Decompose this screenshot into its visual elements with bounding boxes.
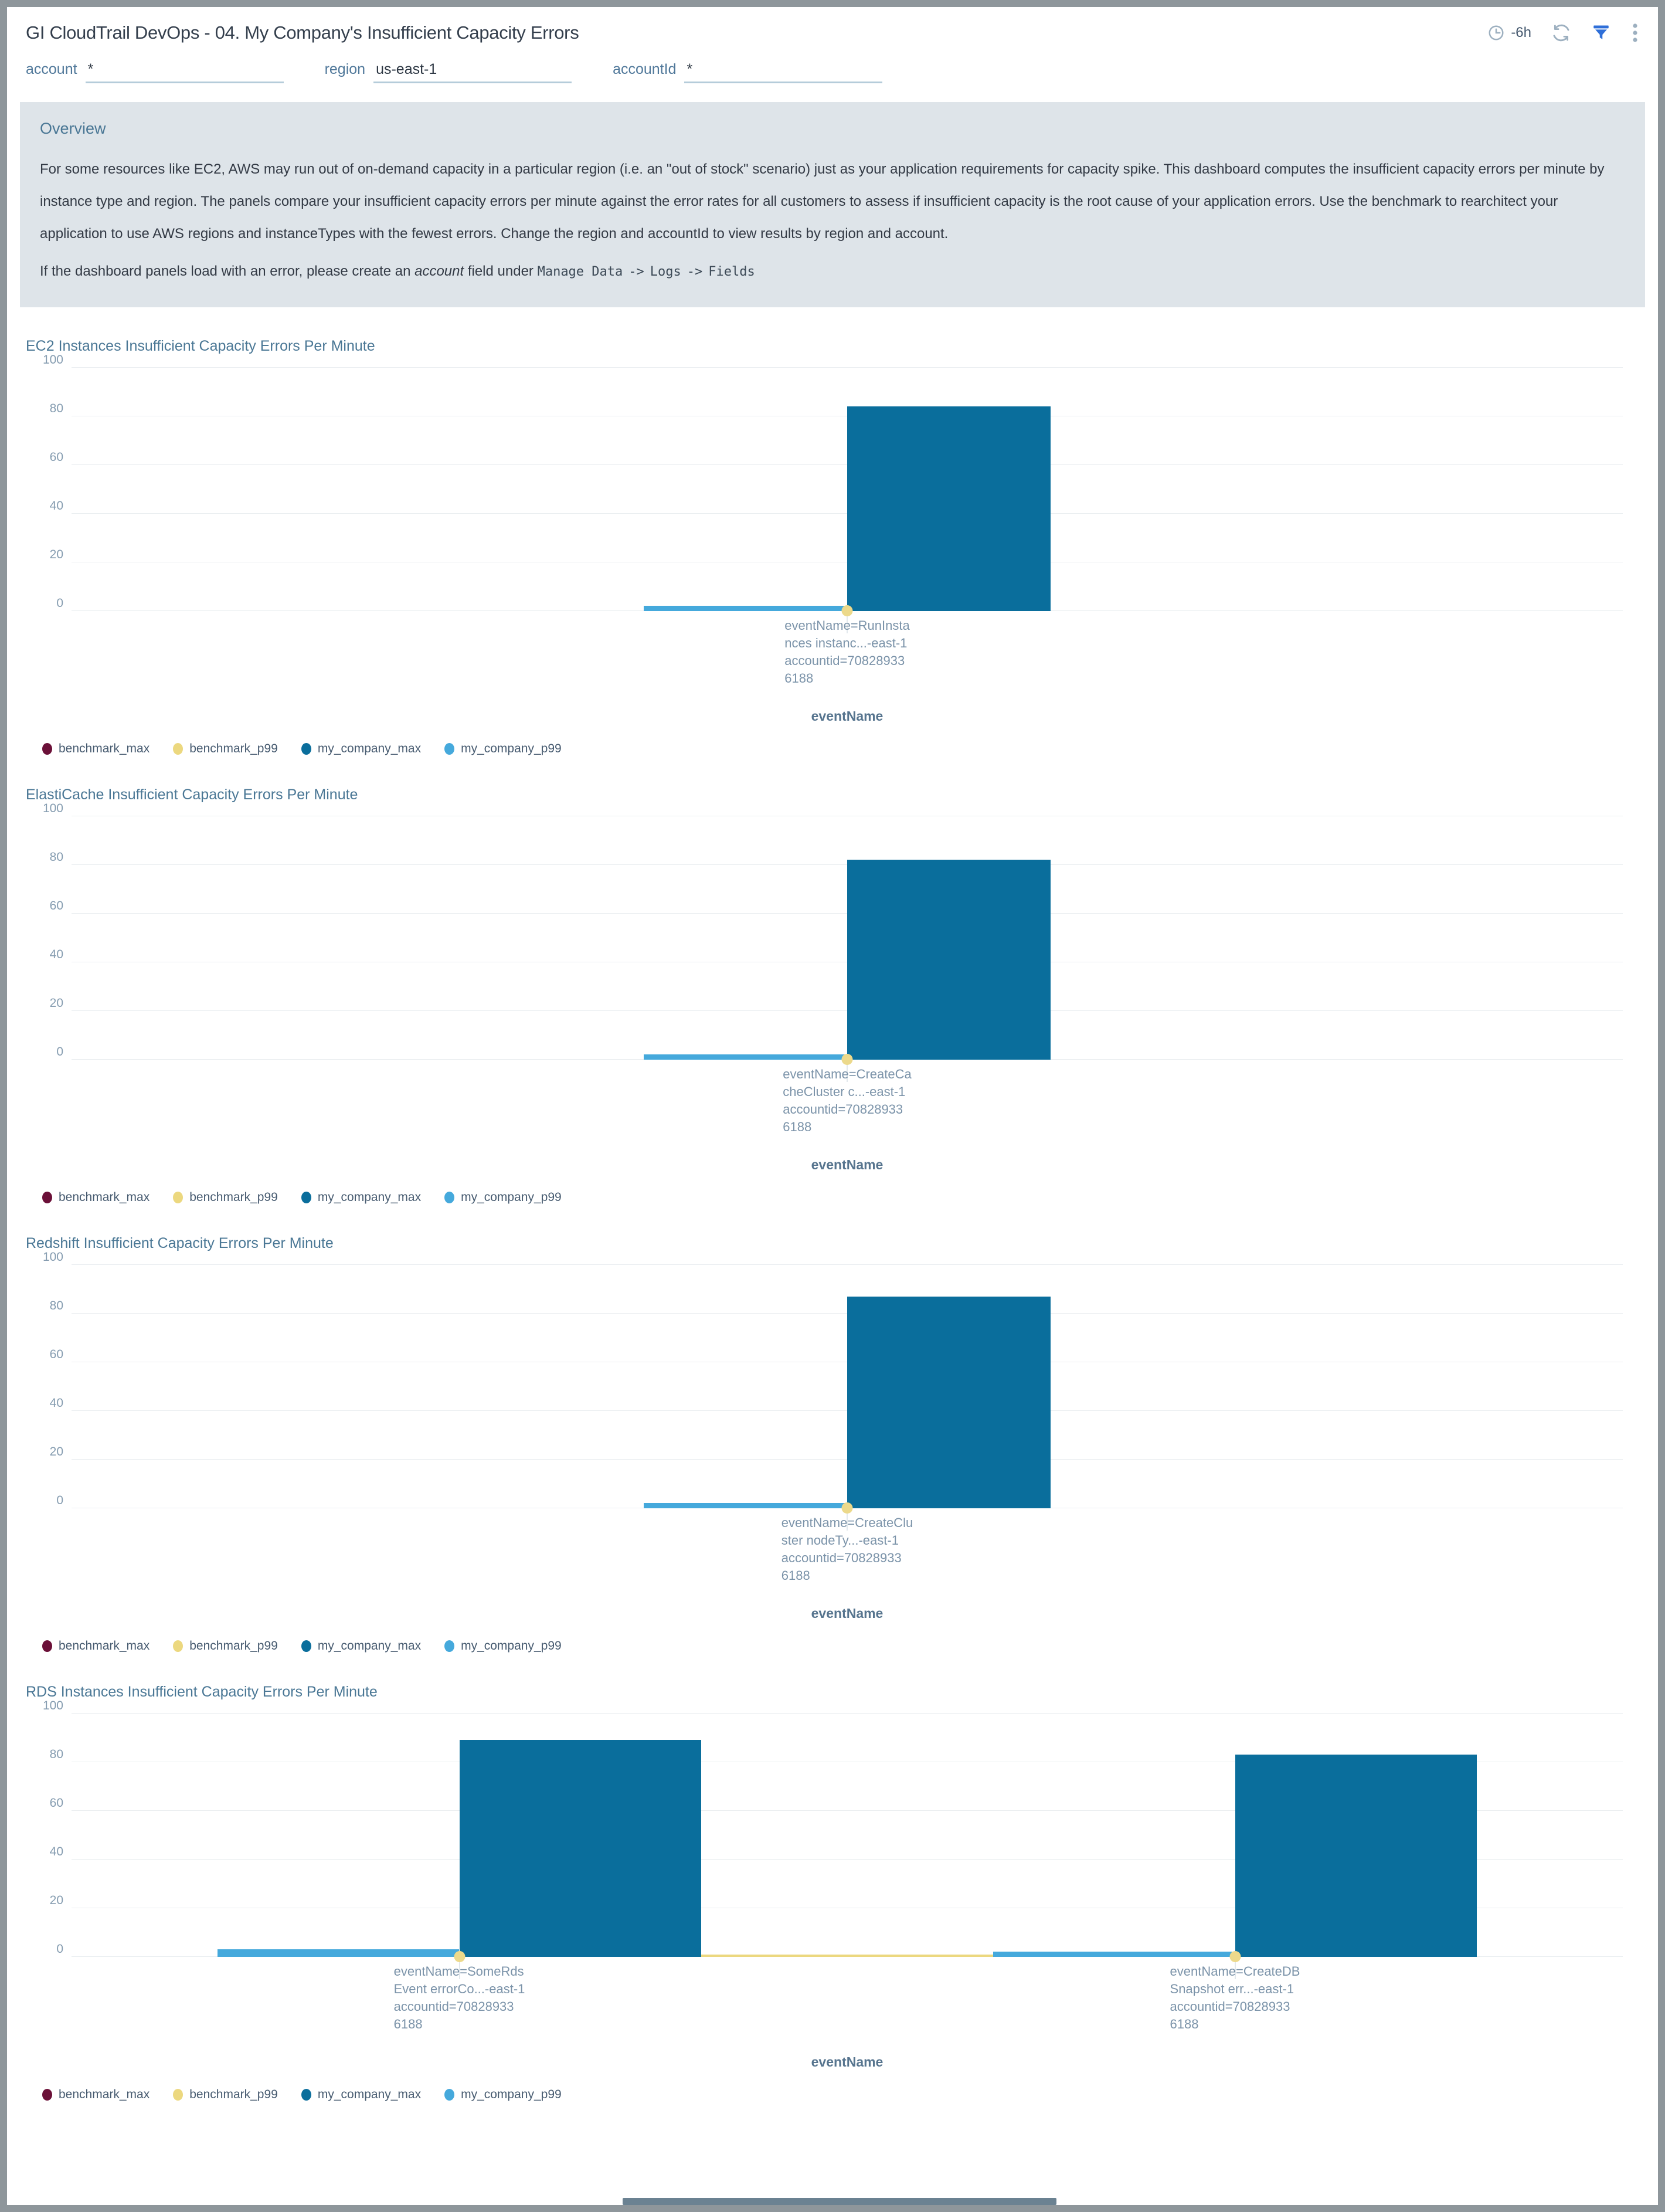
chart-panel — [26, 338, 1639, 756]
x-axis-labels — [72, 617, 1623, 705]
x-axis-category-label-line: 6188 — [781, 1568, 810, 1583]
legend-item-my_company_max[interactable] — [301, 2088, 421, 2102]
y-axis-tick-label: 40 — [49, 1396, 63, 1410]
chart-panel-title: ElastiCache Insufficient Capacity Errors Per Minute — [26, 786, 358, 803]
bar-my_company_p99[interactable] — [993, 1952, 1235, 1956]
x-axis-category-label-line: nces instanc...-east-1 — [784, 635, 908, 650]
legend-color-dot — [42, 1640, 52, 1652]
chart-panels-container — [7, 338, 1658, 2102]
legend-label: my_company_max — [317, 1190, 422, 1204]
bar-my_company_max[interactable] — [460, 1740, 702, 1956]
x-axis-category-label-line: eventName=CreateCa — [783, 1066, 912, 1081]
benchmark_p99-point-marker[interactable] — [1229, 1951, 1241, 1962]
legend-item-benchmark_p99[interactable] — [173, 2088, 278, 2102]
legend-label: my_company_p99 — [461, 741, 562, 755]
region-variable-input[interactable] — [373, 60, 572, 83]
legend-item-benchmark_max[interactable] — [42, 2088, 149, 2102]
benchmark_p99-point-marker[interactable] — [454, 1951, 465, 1962]
note-step-logs: Logs — [650, 264, 681, 279]
accountid-variable-label: accountId — [613, 61, 677, 77]
x-axis-category-label-line: accountid=70828933 — [1170, 1999, 1290, 2014]
y-axis-tick-label: 100 — [42, 1698, 63, 1712]
y-axis-tick-label: 100 — [42, 801, 63, 815]
legend-color-dot — [173, 743, 183, 755]
y-axis-tick-label: 80 — [49, 1747, 63, 1761]
y-axis-tick-label: 0 — [56, 1942, 63, 1956]
page-title: GI CloudTrail DevOps - 04. My Company's Insufficient Capacity Errors — [26, 22, 579, 43]
variable-account — [26, 60, 284, 83]
note-prefix: If the dashboard panels load with an error, please create an — [40, 263, 415, 279]
x-axis-category-label-line: ster nodeTy...-east-1 — [781, 1532, 899, 1548]
x-axis-category-label — [781, 1514, 913, 1585]
legend-item-my_company_p99[interactable] — [444, 1639, 562, 1653]
x-axis-title: eventName — [811, 2054, 884, 2069]
bar-my_company_p99[interactable] — [644, 606, 847, 610]
note-step-manage-data: Manage Data — [537, 264, 623, 279]
chart-plot-area — [42, 1698, 1623, 1957]
y-axis-tick-label: 0 — [56, 596, 63, 610]
y-axis-tick-label: 60 — [49, 450, 63, 464]
legend-color-dot — [173, 1192, 183, 1203]
header-actions — [1487, 22, 1639, 43]
bar-my_company_p99[interactable] — [644, 1503, 847, 1508]
clock-icon — [1487, 24, 1505, 42]
legend-item-my_company_p99[interactable] — [444, 1190, 562, 1205]
chart-plot-area — [42, 1250, 1623, 1508]
x-axis-category-label-line: eventName=CreateClu — [781, 1515, 913, 1530]
legend-label: my_company_p99 — [461, 1190, 562, 1204]
dashboard-header — [7, 7, 1658, 54]
bar-my_company_max[interactable] — [847, 860, 1051, 1059]
x-axis-category-label-line: Snapshot err...-east-1 — [1170, 1981, 1294, 1996]
legend-label: benchmark_max — [59, 1190, 150, 1204]
bar-my_company_max[interactable] — [1235, 1755, 1477, 1956]
x-axis-category-label-line: eventName=SomeRds — [393, 1963, 524, 1979]
legend-item-benchmark_max[interactable] — [42, 742, 149, 756]
region-variable-label: region — [324, 61, 366, 77]
legend-label: my_company_max — [317, 1638, 422, 1653]
legend-color-dot — [444, 2089, 454, 2101]
legend-color-dot — [301, 1640, 311, 1652]
variable-accountid — [613, 60, 882, 83]
y-axis-tick-label: 20 — [49, 1444, 63, 1458]
legend-color-dot — [444, 1640, 454, 1652]
x-axis-labels — [72, 1066, 1623, 1154]
legend-item-my_company_p99[interactable] — [444, 2088, 562, 2102]
chart-panel-title: Redshift Insufficient Capacity Errors Per Minute — [26, 1234, 334, 1251]
x-axis-category-label — [784, 617, 909, 687]
legend-item-benchmark_max[interactable] — [42, 1190, 149, 1205]
chart-panel — [26, 1684, 1639, 2102]
x-axis-category-label-line: 6188 — [393, 2016, 423, 2031]
note-arrow-2: -> — [687, 264, 703, 279]
legend-label: my_company_p99 — [461, 1638, 562, 1653]
x-axis-labels — [72, 1963, 1623, 2051]
time-range-control[interactable] — [1487, 24, 1531, 42]
account-variable-input[interactable] — [86, 60, 284, 83]
horizontal-scrollbar[interactable] — [7, 2198, 1658, 2205]
x-axis-category-label-line: accountid=70828933 — [393, 1999, 514, 2014]
legend-item-benchmark_p99[interactable] — [173, 1639, 278, 1653]
legend-label: benchmark_p99 — [189, 741, 278, 755]
more-menu-button[interactable] — [1631, 22, 1639, 43]
y-axis-tick-label: 100 — [42, 1250, 63, 1264]
refresh-icon — [1551, 23, 1571, 43]
filter-button[interactable] — [1591, 23, 1611, 43]
legend-color-dot — [173, 2089, 183, 2101]
gridline — [72, 1713, 1623, 1714]
chart-panel — [26, 1235, 1639, 1653]
x-axis-category-label-line: 6188 — [784, 670, 814, 686]
legend-color-dot — [42, 2089, 52, 2101]
legend-label: benchmark_p99 — [189, 1190, 278, 1204]
x-axis-category-label-line: accountid=70828933 — [781, 1550, 902, 1565]
x-axis-category-label-line: 6188 — [783, 1119, 812, 1134]
gridline — [72, 1264, 1623, 1265]
legend-label: my_company_max — [317, 741, 422, 755]
benchmark_p99-point-marker[interactable] — [842, 1054, 853, 1065]
legend-item-benchmark_max[interactable] — [42, 1639, 149, 1653]
note-arrow-1: -> — [628, 264, 644, 279]
x-axis-labels — [72, 1514, 1623, 1602]
legend-item-my_company_max[interactable] — [301, 1639, 421, 1653]
chart-legend — [42, 2088, 1639, 2102]
note-account-emphasis: account — [414, 263, 464, 279]
legend-label: my_company_max — [317, 2087, 422, 2101]
chart-panel — [26, 786, 1639, 1205]
chart-panel-title: RDS Instances Insufficient Capacity Errors Per Minute — [26, 1683, 378, 1700]
x-axis-title: eventName — [811, 708, 884, 724]
y-axis-tick-label: 100 — [42, 352, 63, 367]
legend-item-my_company_p99[interactable] — [444, 742, 562, 756]
x-axis-title: eventName — [811, 1605, 884, 1621]
chart-plot-area — [42, 352, 1623, 611]
legend-item-my_company_max[interactable] — [301, 1190, 421, 1205]
y-axis-tick-label: 0 — [56, 1493, 63, 1507]
y-axis-tick-label: 40 — [49, 1844, 63, 1858]
horizontal-scrollbar-thumb[interactable] — [623, 2198, 1056, 2205]
overview-panel — [20, 102, 1645, 307]
y-axis-tick-label: 60 — [49, 898, 63, 912]
note-step-fields: Fields — [708, 264, 755, 279]
legend-color-dot — [301, 2089, 311, 2101]
legend-color-dot — [42, 743, 52, 755]
y-axis-tick-label: 40 — [49, 498, 63, 513]
note-middle: field under — [464, 263, 538, 279]
y-axis-tick-label: 20 — [49, 996, 63, 1010]
kebab-menu-icon — [1631, 22, 1639, 43]
y-axis-tick-label: 20 — [49, 547, 63, 561]
legend-item-benchmark_p99[interactable] — [173, 742, 278, 756]
overview-note — [40, 255, 1625, 287]
account-variable-label: account — [26, 61, 77, 77]
y-axis-tick-label: 80 — [49, 1298, 63, 1312]
legend-label: benchmark_max — [59, 1638, 150, 1653]
legend-label: benchmark_max — [59, 741, 150, 755]
legend-color-dot — [173, 1640, 183, 1652]
filter-funnel-icon — [1591, 23, 1611, 43]
dashboard-page — [7, 7, 1658, 2205]
x-axis-category-label-line: accountid=70828933 — [784, 653, 905, 668]
accountid-variable-input[interactable] — [684, 60, 882, 83]
chart-legend — [42, 742, 1639, 756]
legend-label: benchmark_p99 — [189, 2087, 278, 2101]
y-axis-tick-label: 0 — [56, 1044, 63, 1058]
benchmark_p99-point-marker[interactable] — [842, 605, 853, 616]
bar-my_company_max[interactable] — [847, 406, 1051, 611]
gridline — [72, 367, 1623, 368]
chart-plot-area — [42, 801, 1623, 1060]
x-axis-category-label — [783, 1066, 912, 1136]
chart-legend — [42, 1190, 1639, 1205]
x-axis-category-label-line: eventName=RunInsta — [784, 618, 910, 633]
legend-color-dot — [444, 1192, 454, 1203]
bar-my_company_p99[interactable] — [218, 1949, 460, 1956]
legend-color-dot — [42, 1192, 52, 1203]
y-axis-tick-label: 60 — [49, 1347, 63, 1361]
variable-region — [325, 60, 572, 83]
overview-paragraph: For some resources like EC2, AWS may run out of on-demand capacity in a particular region (i.e. an "out of stock" scenario) just as your application requirements for capacity spike. This dashboard computes the insufficient capacity errors per minute by instance type and region. The panels compare your insufficient capacity errors per minute against the error rates for all customers to assess if insufficient capacity is the root cause of your application errors. Use the benchmark to rearchitect your application to use AWS regions and instanceTypes with the fewest errors. Change the region and accountId to view results by region and account. — [40, 161, 1605, 242]
chart-panel-title: EC2 Instances Insufficient Capacity Errors Per Minute — [26, 337, 375, 354]
x-axis-category-label-line: cheCluster c...-east-1 — [783, 1084, 906, 1099]
legend-label: my_company_p99 — [461, 2087, 562, 2101]
refresh-button[interactable] — [1551, 23, 1571, 43]
x-axis-category-label-line: Event errorCo...-east-1 — [393, 1981, 525, 1996]
y-axis-tick-label: 20 — [49, 1893, 63, 1907]
bar-benchmark_p99[interactable] — [701, 1955, 993, 1957]
bar-my_company_p99[interactable] — [644, 1054, 847, 1059]
chart-legend — [42, 1639, 1639, 1653]
legend-item-my_company_max[interactable] — [301, 742, 421, 756]
overview-title: Overview — [40, 120, 106, 137]
legend-color-dot — [301, 743, 311, 755]
x-axis-category-label — [1170, 1963, 1300, 2033]
bar-my_company_max[interactable] — [847, 1297, 1051, 1508]
legend-item-benchmark_p99[interactable] — [173, 1190, 278, 1205]
y-axis-tick-label: 80 — [49, 850, 63, 864]
benchmark_p99-point-marker[interactable] — [842, 1502, 853, 1514]
y-axis-tick-label: 40 — [49, 947, 63, 961]
x-axis-category-label-line: 6188 — [1170, 2016, 1199, 2031]
dashboard-variables-row — [7, 54, 1658, 99]
time-range-label: -6h — [1511, 25, 1531, 40]
legend-label: benchmark_max — [59, 2087, 150, 2101]
x-axis-category-label-line: accountid=70828933 — [783, 1101, 903, 1117]
y-axis-tick-label: 60 — [49, 1796, 63, 1810]
legend-color-dot — [444, 743, 454, 755]
legend-color-dot — [301, 1192, 311, 1203]
x-axis-category-label-line: eventName=CreateDB — [1170, 1963, 1300, 1979]
x-axis-title: eventName — [811, 1156, 884, 1172]
x-axis-category-label — [394, 1963, 525, 2033]
y-axis-tick-label: 80 — [49, 401, 63, 415]
legend-label: benchmark_p99 — [189, 1638, 278, 1653]
